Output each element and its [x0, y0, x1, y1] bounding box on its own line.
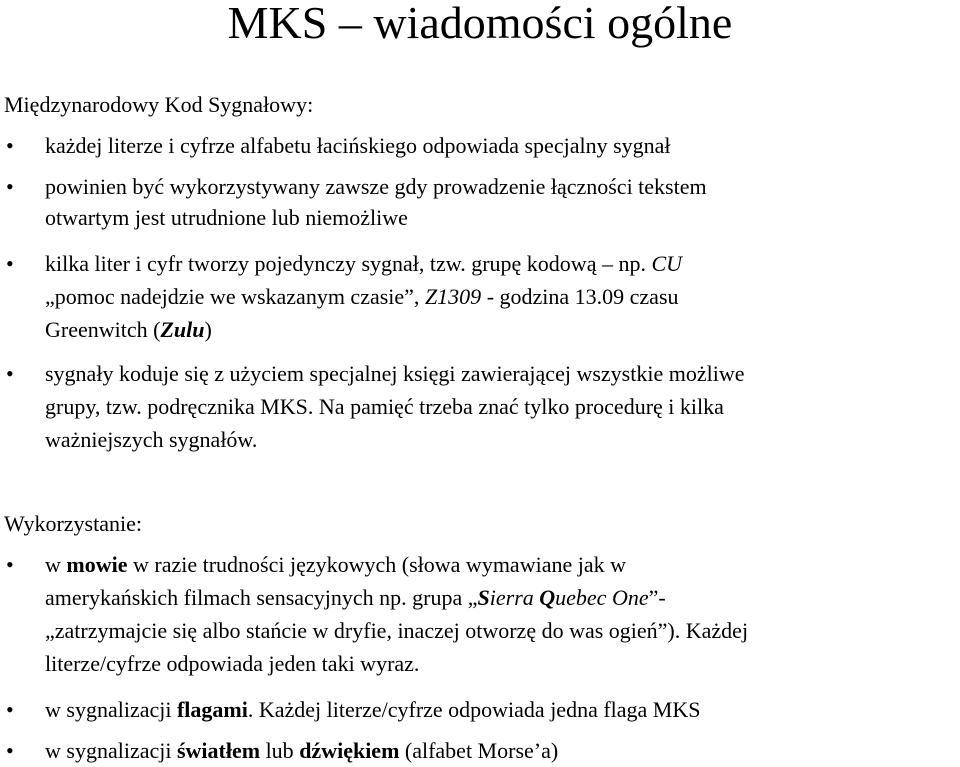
code-word-initial: Q	[539, 585, 556, 610]
text-run: w sygnalizacji	[45, 738, 177, 763]
bold-term: mowie	[66, 552, 128, 577]
text-run: „pomoc nadejdzie we wskazanym czasie”,	[45, 284, 425, 309]
list-item-text: powinien być wykorzystywany zawsze gdy prowadzenie łączności tekstem	[45, 174, 707, 199]
list-item-text: literze/cyfrze odpowiada jeden taki wyraz.	[45, 651, 420, 676]
list-item-text: każdej literze i cyfrze alfabetu łacińskiego odpowiada specjalny sygnał	[45, 133, 671, 158]
bullet: •	[6, 251, 14, 276]
bullet: •	[6, 174, 14, 199]
list-item-text: ważniejszych sygnałów.	[45, 427, 258, 452]
list-item-text: grupy, tzw. podręcznika MKS. Na pamięć trzeba znać tylko procedurę i kilka	[45, 394, 724, 419]
bullet: •	[6, 552, 14, 577]
code-word: One	[611, 585, 649, 610]
page-title: MKS – wiadomości ogólne	[227, 0, 733, 48]
list-item-text	[45, 693, 701, 726]
code-word-initial: S	[477, 585, 490, 610]
bold-term: dźwiękiem	[299, 738, 400, 763]
bold-term: flagami	[176, 697, 248, 722]
text-run: lub	[260, 738, 300, 763]
section-heading-kod: Międzynarodowy Kod Sygnałowy:	[4, 92, 314, 117]
list-item-text: „zatrzymajcie się albo stańcie w dryfie, inaczej otworzę do was ogień”). Każdej	[45, 618, 749, 643]
text-run: )	[204, 317, 212, 342]
signal-code: Z1309	[424, 284, 482, 309]
list-item-text	[45, 734, 558, 767]
text-run: w	[45, 552, 67, 577]
list-item-text	[45, 280, 679, 313]
text-run: Greenwitch (	[45, 317, 161, 342]
text-run: amerykańskich filmach sensacyjnych np. grupa „	[45, 585, 478, 610]
text-run: . Każdej literze/cyfrze odpowiada jedna flaga MKS	[247, 697, 701, 722]
code-word-rest: ierra	[489, 585, 540, 610]
list-item-text	[45, 313, 212, 346]
bullet: •	[6, 361, 14, 386]
signal-code: CU	[651, 251, 683, 276]
text-run: - godzina 13.09 czasu	[481, 284, 679, 309]
bold-term: światłem	[176, 738, 261, 763]
section-heading-wykorzystanie: Wykorzystanie:	[4, 511, 142, 536]
list-item-text	[45, 548, 626, 581]
list-item-text	[45, 581, 666, 614]
signal-code: Zulu	[160, 317, 205, 342]
bullet: •	[6, 697, 14, 722]
code-word-rest: uebec	[555, 585, 612, 610]
list-item-text: sygnały koduje się z użyciem specjalnej księgi zawierającej wszystkie możliwe	[45, 361, 745, 386]
list-item-text: otwartym jest utrudnione lub niemożliwe	[45, 205, 408, 230]
text-run: kilka liter i cyfr tworzy pojedynczy sygnał, tzw. grupę kodową – np.	[45, 251, 652, 276]
text-run: (alfabet Morse’a)	[399, 738, 559, 763]
text-run: ”-	[648, 585, 666, 610]
text-run: w razie trudności językowych (słowa wymawiane jak w	[127, 552, 626, 577]
text-run: w sygnalizacji	[45, 697, 177, 722]
list-item-text	[45, 247, 682, 280]
bullet: •	[6, 738, 14, 763]
bullet: •	[6, 133, 14, 158]
